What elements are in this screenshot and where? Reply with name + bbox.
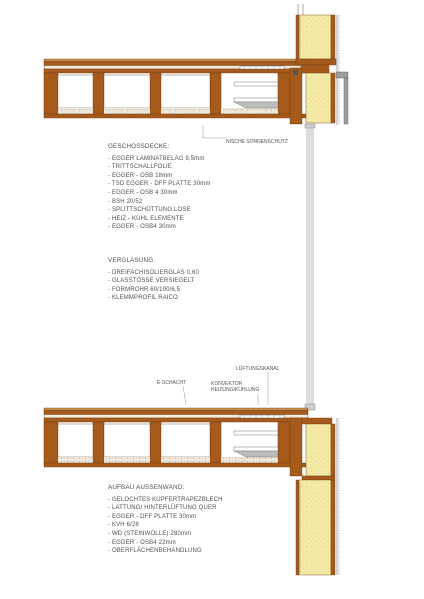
geschossdecke-item: - HEIZ - KÜHL ELEMENTE [108, 215, 184, 222]
glazing [305, 124, 315, 410]
aussenwand-item: - EGGER - OSB4 22mm [108, 539, 176, 546]
label-e-schacht: E-SCHACHT [157, 380, 187, 386]
geschossdecke-item: - EGGER - OSB 18mm [108, 172, 173, 179]
label-konvektor-line2: HEIZUNG/KÜHLUNG [211, 387, 260, 393]
aussenwand-item: - WD (STEINWOLLE) 280mm [108, 530, 192, 537]
aussenwand-item: - KVH 6/28 [108, 522, 139, 529]
geschossdecke-item: - TRITTSCHALLFOLIE [108, 164, 172, 171]
geschossdecke-item: - EGGER - OSB 4 30mm [108, 189, 178, 196]
aussenwand-item: - GELOCHTES KUPFERTRAPEZBLECH [108, 496, 223, 503]
aussenwand-item: - OBERFLÄCHENBEHANDLUNG [108, 548, 202, 555]
top-floor-slab [44, 59, 306, 118]
label-konvektor-line1: KONVEKTOR [211, 381, 243, 387]
aussenwand-block [108, 484, 223, 556]
verglasung-heading: VERGLASUNG: [108, 257, 156, 264]
aussenwand-item: - LATTUNG/ HINTERLÜFTUNG QUER [108, 505, 217, 512]
bottom-facade [290, 418, 339, 575]
aussenwand-heading: AUFBAU AUSSENWAND: [108, 484, 185, 491]
verglasung-block [108, 257, 199, 303]
verglasung-item: - GLASSTÖSSE VERSIEGELT [108, 278, 195, 285]
verglasung-item: - DREIFACHISOLIERGLAS 0,60 [108, 269, 199, 276]
verglasung-item: - FORMROHR 60/100/6,5 [108, 286, 181, 293]
geschossdecke-item: - EGGER - OSB4 30mm [108, 224, 176, 231]
geschossdecke-item: - EGGER LAMINATBELAG 9,5mm [108, 155, 205, 162]
top-facade [290, 4, 348, 125]
geschossdecke-heading: GESCHOSSDECKE: [108, 143, 170, 150]
label-konvektor [211, 381, 259, 393]
verglasung-item: - KLEMMPROFIL RAICO [108, 295, 178, 302]
geschossdecke-item: - BSH 20/52 [108, 198, 143, 205]
geschossdecke-item: - TSD EGGER - DFF PLATTE 30mm [108, 181, 211, 188]
label-lueftungskanal: LÜFTUNGSKANAL [236, 366, 280, 372]
geschossdecke-item: - SPLITTSCHÜTTUNG LOSE [108, 207, 191, 214]
bottom-floor-slab [44, 408, 308, 467]
label-nische-sonnenschutz: NISCHE SONNENSCHUTZ [226, 139, 288, 145]
aussenwand-item: - EGGER - DFF PLATTE 30mm [108, 513, 197, 520]
geschossdecke-block [108, 143, 210, 232]
